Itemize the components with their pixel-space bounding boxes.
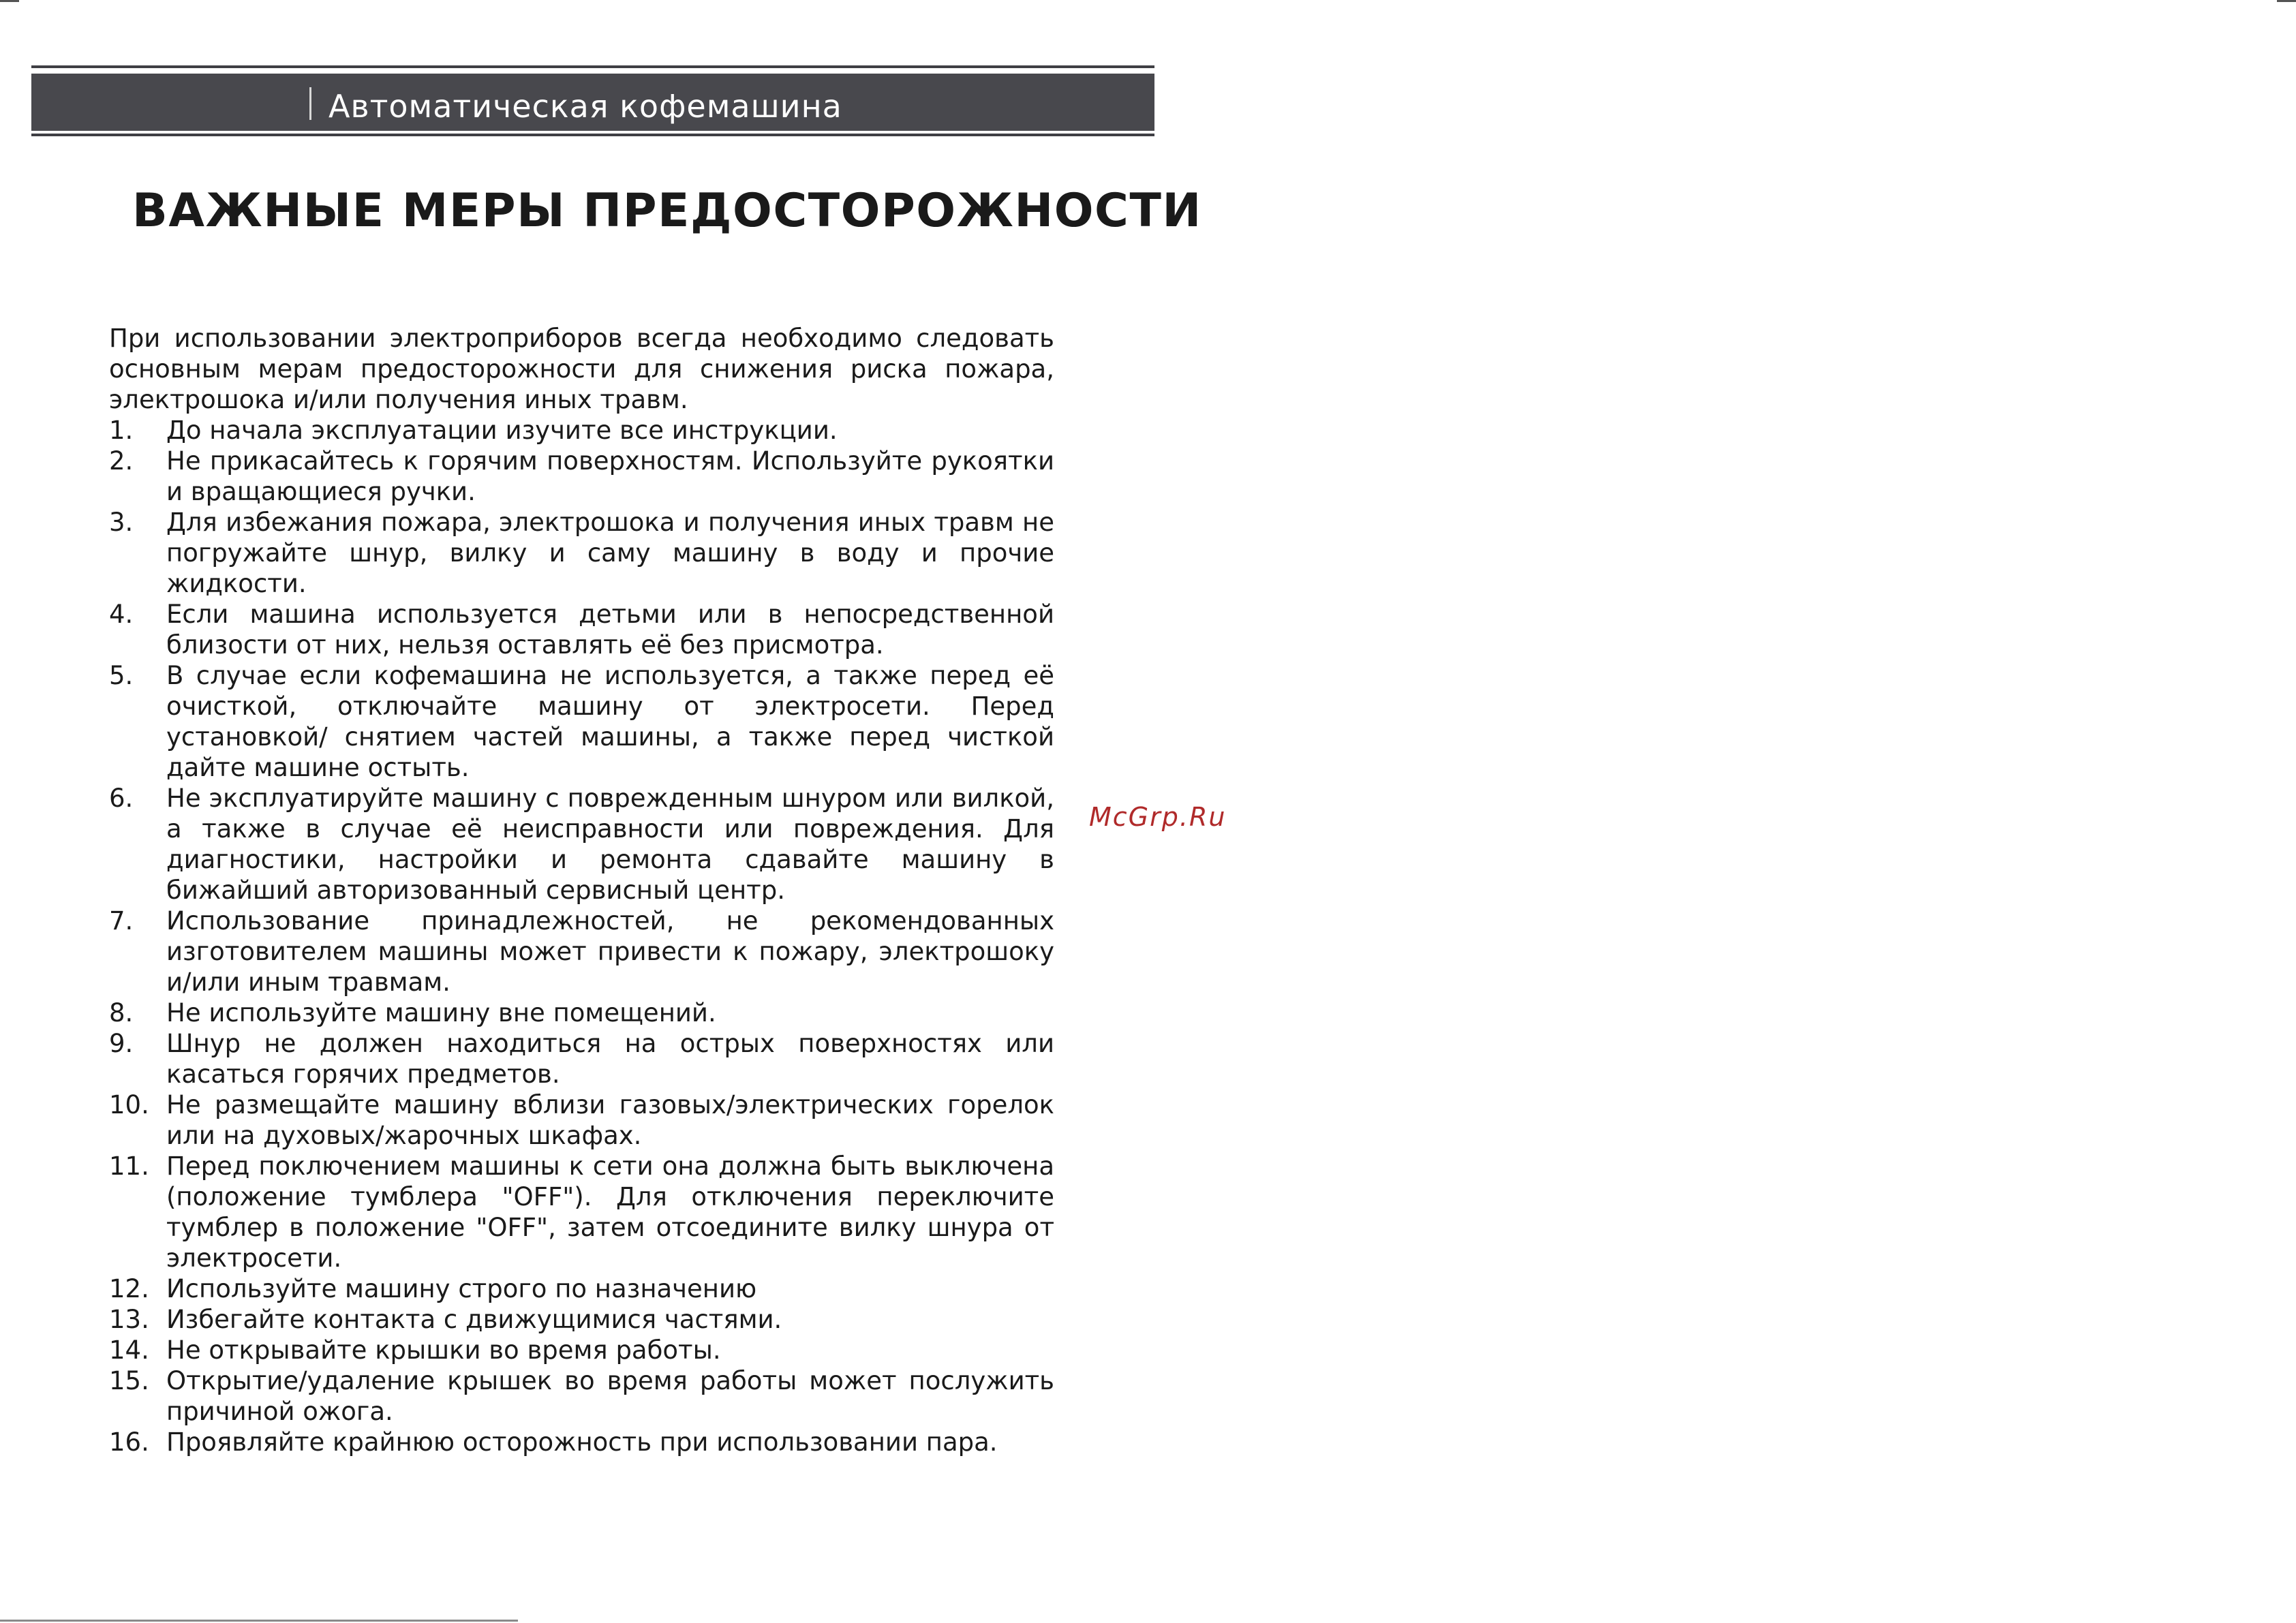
item-number: 16. xyxy=(109,1427,149,1457)
list-item xyxy=(109,599,1054,660)
list-item xyxy=(109,446,1054,507)
item-number: 3. xyxy=(109,508,134,537)
page-title: ВАЖНЫЕ МЕРЫ ПРЕДОСТОРОЖНОСТИ xyxy=(132,184,1202,238)
item-text: Шнур не должен находиться на острых поверхностях или касаться горячих предметов. xyxy=(166,1029,1054,1089)
item-number: 6. xyxy=(109,784,134,813)
item-text: Проявляйте крайнюю осторожность при использовании пара. xyxy=(166,1427,998,1457)
list-item xyxy=(109,998,1054,1028)
item-text: Используйте машину строго по назначению xyxy=(166,1274,757,1303)
list-item xyxy=(109,1273,1054,1304)
item-text: Не прикасайтесь к горячим поверхностям. Используйте рукоятки и вращающиеся ручки. xyxy=(166,446,1054,506)
item-number: 14. xyxy=(109,1335,149,1365)
list-item xyxy=(109,507,1054,599)
item-text: Открытие/удаление крышек во время работы может послужить причиной ожога. xyxy=(166,1366,1054,1426)
item-number: 5. xyxy=(109,661,134,690)
intro-paragraph: При использовании электроприборов всегда необходимо следовать основным мерам предосторожности для снижения риска пожара, электрошока и/или получения иных травм. xyxy=(109,324,1054,414)
crop-mark-left xyxy=(0,0,19,2)
item-number: 12. xyxy=(109,1274,149,1303)
item-number: 9. xyxy=(109,1029,134,1058)
list-item xyxy=(109,1151,1054,1273)
item-text: Если машина используется детьми или в непосредственной близости от них, нельзя оставлять её без присмотра. xyxy=(166,600,1054,660)
item-number: 10. xyxy=(109,1090,149,1119)
item-text: Избегайте контакта с движущимися частями. xyxy=(166,1305,782,1334)
item-number: 13. xyxy=(109,1305,149,1334)
item-text: Для избежания пожара, электрошока и получения иных травм не погружайте шнур, вилку и саму машину в воду и прочие жидкости. xyxy=(166,508,1054,598)
list-item xyxy=(109,1335,1054,1365)
safety-content xyxy=(109,323,1054,1457)
item-text: До начала эксплуатации изучите все инструкции. xyxy=(166,416,838,445)
header-rule-top xyxy=(31,65,1154,68)
header-title: Автоматическая кофемашина xyxy=(328,88,842,125)
list-item xyxy=(109,1304,1054,1335)
watermark-link[interactable]: McGrp.Ru xyxy=(1089,802,1227,832)
item-text: Не используйте машину вне помещений. xyxy=(166,998,716,1027)
item-number: 11. xyxy=(109,1151,149,1181)
list-item xyxy=(109,1028,1054,1089)
list-item xyxy=(109,1089,1054,1151)
footer-rule xyxy=(0,1620,518,1622)
item-text: Перед поключением машины к сети она должна быть выключена (положение тумблера "OFF"). Для отключения переключите тумблер в положение "OFF", затем отсоедините вилку шнура от электросети. xyxy=(166,1151,1054,1273)
item-number: 1. xyxy=(109,416,134,445)
item-number: 15. xyxy=(109,1366,149,1395)
item-number: 7. xyxy=(109,906,134,936)
item-number: 2. xyxy=(109,446,134,476)
list-item xyxy=(109,660,1054,783)
list-item xyxy=(109,1427,1054,1457)
item-text: В случае если кофемашина не используется, а также перед её очисткой, отключайте машину от электросети. Перед установкой/ снятием частей машины, а также перед чисткой дайте машине остыть. xyxy=(166,661,1054,782)
item-text: Не размещайте машину вблизи газовых/электрических горелок или на духовых/жарочных шкафах. xyxy=(166,1090,1054,1150)
list-item xyxy=(109,783,1054,906)
header-rule-bottom xyxy=(31,134,1154,136)
item-number: 8. xyxy=(109,998,134,1027)
item-text: Использование принадлежностей, не рекомендованных изготовителем машины может привести к пожару, электрошоку и/или иным травмам. xyxy=(166,906,1054,997)
list-item xyxy=(109,1365,1054,1427)
header-divider xyxy=(309,87,311,120)
list-item xyxy=(109,415,1054,446)
crop-mark-right xyxy=(2277,0,2296,2)
item-text: Не эксплуатируйте машину с поврежденным шнуром или вилкой, а также в случае её неисправности или повреждения. Для диагностики, настройки и ремонта сдавайте машину в бижайший авторизованный сервисный центр. xyxy=(166,784,1054,905)
precautions-list xyxy=(109,415,1054,1457)
item-text: Не открывайте крышки во время работы. xyxy=(166,1335,721,1365)
list-item xyxy=(109,906,1054,998)
item-number: 4. xyxy=(109,600,134,629)
